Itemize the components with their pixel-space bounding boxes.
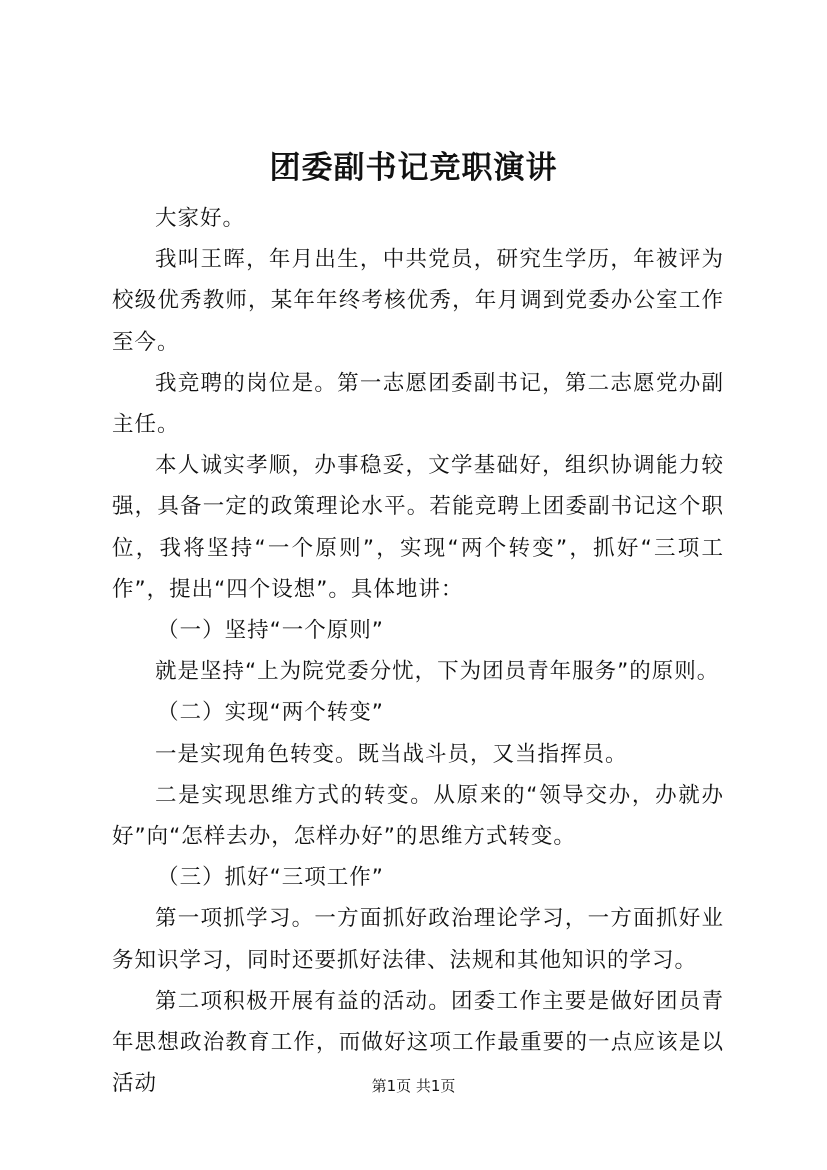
paragraph-role-transformation: 一是实现角色转变。既当战斗员，又当指挥员。 xyxy=(155,741,628,767)
paragraph-self-introduction: 我叫王晖，年月出生，中共党员，研究生学历，年被评为校级优秀教师，某年年终考核优秀，年月调到党委办公室工作至今。 xyxy=(112,247,724,355)
paragraph-applied-position: 我竞聘的岗位是。第一志愿团委副书记，第二志愿党办副主任。 xyxy=(112,370,724,438)
paragraph-activities-task: 第二项积极开展有益的活动。团委工作主要是做好团员青年思想政治教育工作，而做好这项工作最重要的一点应该是以活动 xyxy=(112,988,724,1097)
paragraph-principle: 就是坚持“上为院党委分忧，下为团员青年服务”的原则。 xyxy=(155,659,720,685)
section-heading-transformations: （二）实现“两个转变” xyxy=(157,700,384,726)
document-body xyxy=(112,198,724,1104)
section-heading-three-tasks: （三）抓好“三项工作” xyxy=(157,865,384,891)
section-heading-principle: （一）坚持“一个原则” xyxy=(157,618,384,644)
document-title: 团委副书记竞职演讲 xyxy=(269,150,558,186)
page-number-footer: 第1页 共1页 xyxy=(371,1077,456,1095)
paragraph-study-task: 第一项抓学习。一方面抓好政治理论学习，一方面抓好业务知识学习，同时还要抓好法律、法规和其他知识的学习。 xyxy=(112,906,724,973)
paragraph-qualifications: 本人诚实孝顺，办事稳妥，文学基础好，组织协调能力较强，具备一定的政策理论水平。若能竞聘上团委副书记这个职位，我将坚持“一个原则”，实现“两个转变”，抓好“三项工作”，提出“四个设想”。具体地讲： xyxy=(112,453,724,602)
paragraph-thinking-transformation: 二是实现思维方式的转变。从原来的“领导交办，办就办好”向“怎样去办，怎样办好”的思维方式转变。 xyxy=(112,782,724,850)
paragraph-greeting: 大家好。 xyxy=(155,206,246,231)
